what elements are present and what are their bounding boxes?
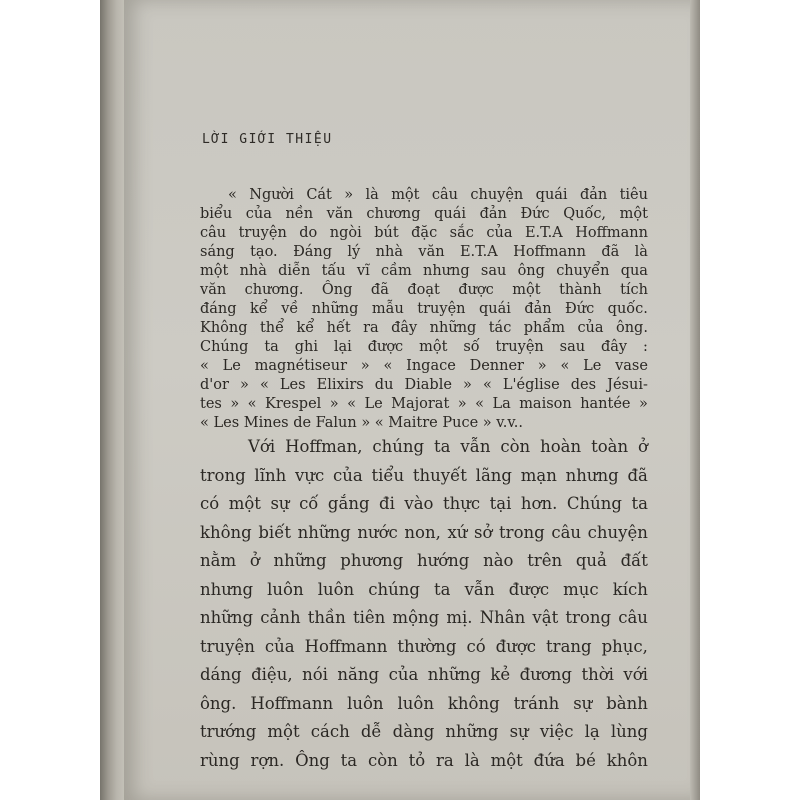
text-line: « Người Cát » là một câu chuyện quái đản tiêu xyxy=(228,187,648,203)
background-right xyxy=(700,0,800,800)
text-line: Không thể kể hết ra đây những tác phẩm của ông. xyxy=(200,320,648,336)
paragraph-1 xyxy=(200,186,648,433)
text-line: những cảnh thần tiên mộng mị. Nhân vật trong câu xyxy=(200,608,648,627)
body-text xyxy=(200,186,648,775)
text-line: văn chương. Ông đã đoạt được một thành tích xyxy=(200,282,648,298)
text-line: truyện của Hoffmann thường có được trang phục, xyxy=(200,636,648,656)
text-line: « Les Mines de Falun » « Maitre Puce » v.v.. xyxy=(200,415,524,431)
text-line: ông. Hoffmann luôn luôn không tránh sự bành xyxy=(200,693,648,713)
text-line: « Le magnétiseur » « Ingace Denner » « Le vase xyxy=(200,358,648,374)
text-line: trướng một cách dễ dàng những sự việc lạ lùng xyxy=(200,722,648,741)
text-line: có một sự cố gắng đi vào thực tại hơn. Chúng ta xyxy=(200,494,648,513)
text-line: đáng kể về những mẫu truyện quái đản Đức quốc. xyxy=(200,301,648,317)
text-line: một nhà diễn tấu vĩ cầm nhưng sau ông chuyển qua xyxy=(200,263,648,279)
text-line: nhưng luôn luôn chúng ta vẫn được mục kích xyxy=(200,579,648,599)
page-right-edge xyxy=(690,0,700,800)
background-left xyxy=(0,0,100,800)
text-line: trong lĩnh vực của tiểu thuyết lãng mạn nhưng đã xyxy=(200,465,648,485)
text-line: rùng rợn. Ông ta còn tỏ ra là một đứa bé khôn xyxy=(200,750,648,770)
text-line: câu truyện do ngòi bút đặc sắc của E.T.A Hoffmann xyxy=(200,225,648,241)
paragraph-2 xyxy=(200,433,648,775)
text-line: dáng điệu, nói năng của những kẻ đương thời với xyxy=(200,665,648,684)
text-line: không biết những nước non, xứ sở trong câu chuyện xyxy=(200,522,648,542)
text-line: tes » « Krespel » « Le Majorat » « La maison hantée » xyxy=(200,396,648,412)
page-heading: LỜI GIỚI THIỆU xyxy=(202,132,333,147)
text-line: nằm ở những phương hướng nào trên quả đất xyxy=(200,551,648,570)
text-line: Chúng ta ghi lại được một số truyện sau đây : xyxy=(200,339,648,355)
text-line: Với Hoffman, chúng ta vẫn còn hoàn toàn ở xyxy=(248,437,648,456)
book-spine-edge xyxy=(100,0,124,800)
text-line: sáng tạo. Đáng lý nhà văn E.T.A Hoffmann đã là xyxy=(200,244,648,260)
text-line: biểu của nền văn chương quái đản Đức Quốc, một xyxy=(200,206,648,222)
text-line: d'or » « Les Elixirs du Diable » « L'église des Jésui- xyxy=(200,377,648,393)
